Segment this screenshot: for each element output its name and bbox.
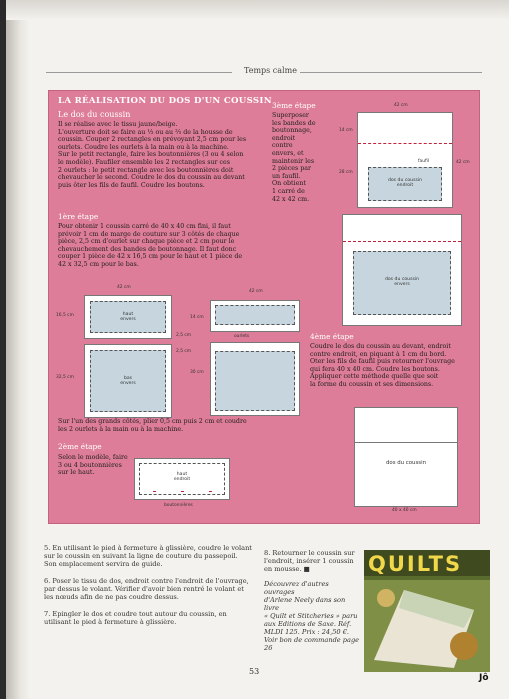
d4-label (369, 178, 441, 188)
d1-top-height: 16,5 cm (56, 313, 74, 318)
step3-line: endroit (272, 134, 296, 142)
running-title: Temps calme (244, 66, 297, 75)
intro-line: le modèle). Faufiler ensemble les 2 rectangles sur ces (58, 158, 231, 166)
bottom-step: 7. Epingler le dos et coudre tout autour du coussin, en utilisant le pied à fermeture à glissière. (44, 610, 227, 626)
d2-ourlets: ourlets (234, 334, 250, 339)
d3-label-line: haut (176, 472, 188, 477)
d2-bottom-inner (215, 351, 295, 411)
d4-left-top: 14 cm (339, 128, 353, 133)
d1-bottom-label-line: bas (123, 376, 133, 381)
step4-line: Coudre le dos du coussin au devant, endroit (310, 343, 451, 350)
bottom-col1 (44, 544, 252, 626)
page-spine (6, 0, 30, 699)
step1-line: couper 1 pièce de 42 x 16,5 cm pour le haut et 1 pièce de (58, 253, 243, 261)
d1-gap1: 2,5 cm (176, 333, 192, 338)
step4-line: Appliquer cette méthode quelle que soit (310, 373, 439, 381)
step3-line: 1 carré de (272, 187, 305, 195)
intro-line: ourlets. Coudre les ourlets à la main ou à la machine. (58, 143, 229, 151)
d1-bot-height: 32,5 cm (56, 375, 74, 380)
promo-line: aux Editions de Saxe. Réf. (264, 620, 352, 628)
d1-gap2: 2,5 cm (176, 349, 192, 354)
d1-bottom-label-line: envers (120, 381, 136, 386)
step1-line: pièce, 2,5 cm d'ourlet sur chaque pièce et 2 cm pour le (58, 238, 235, 246)
step1-line: chevauchement des bandes de boutonnage. Il faut donc (58, 245, 237, 253)
d6-overlap-line (355, 442, 457, 443)
bottom-step: 6. Poser le tissu de dos, endroit contre l'endroit de l'ouvrage, par dessus le volant. Vérifier d'avoir bien rentré le volant et les nœuds afin de ne pas coudre dessus. (44, 577, 249, 601)
intro-text (58, 121, 270, 189)
step3-text (272, 112, 342, 203)
step2-line: Selon le modèle, faire (58, 454, 128, 461)
step3-line: les bandes de (272, 119, 316, 127)
intro-line: puis ôter les fils de faufil. Coudre les boutons. (58, 181, 205, 189)
step1-text (58, 223, 272, 269)
step4-title: 4ème étape (310, 332, 354, 341)
d4-width-label: 42 cm (394, 103, 408, 108)
d2-top-piece (210, 300, 300, 332)
step4-text (310, 343, 475, 389)
bottom-step: 5. En utilisant le pied à fermeture à glissière, coudre le volant sur le coussin en suivant la ligne de couture du passepoil. Son emplacement servira de guide. (44, 544, 252, 568)
step4-line: contre endroit, en piquant à 1 cm du bord. (310, 350, 447, 358)
promo-line: « Quilt et Stitcheries » paru (264, 612, 358, 620)
intro-line: L'ouverture doit se faire au ⅓ ou au ⅔ de la housse de (58, 128, 233, 136)
step3-line: envers, et (272, 149, 304, 157)
step3-line: contre (272, 142, 293, 150)
d3-label-line: endroit (173, 477, 191, 482)
d3-label (140, 472, 224, 482)
d6-square (354, 407, 458, 507)
d4-label-line: dos du coussin (387, 178, 423, 183)
book-cover-image (364, 550, 490, 672)
d5-inner (353, 251, 451, 315)
d1-bottom-piece (84, 344, 172, 418)
step3-line: 42 x 42 cm. (272, 195, 310, 203)
d4-square (357, 112, 453, 208)
intro-line: coussin. Couper 2 rectangles en prévoyant 2,5 cm pour les (58, 136, 247, 144)
step1-title: 1ère étape (58, 212, 99, 221)
step1-line: Pour obtenir 1 coussin carré de 40 x 40 cm fini, il faut (58, 223, 231, 230)
d2-width-label: 42 cm (249, 289, 263, 294)
panel-subtitle: Le dos du coussin (58, 110, 131, 119)
step1-after-text (58, 418, 272, 433)
d5-square (342, 214, 462, 326)
d1-bottom-inner (90, 350, 166, 412)
page-top-edge (6, 0, 509, 20)
d1-width-label: 42 cm (117, 285, 131, 290)
step3-line: 2 pièces par (272, 165, 312, 173)
step3-line: maintenir les (272, 157, 315, 165)
buttonhole-mark (153, 491, 156, 492)
buttonhole-mark (209, 491, 212, 492)
d1-top-label-line: envers (120, 317, 136, 322)
d5-label-line: envers (394, 282, 410, 287)
step4-line: qui fera 40 x 40 cm. Coudre les boutons. (310, 365, 440, 373)
d4-faufil: faufil (418, 159, 430, 164)
d1-bottom-label (91, 376, 165, 386)
d3-caption: boutonnières (164, 503, 193, 508)
d1-top-label (91, 312, 165, 322)
step1-after-line: Sur l'un des grands côtés, plier 0,5 cm puis 2 cm et coudre (58, 418, 247, 425)
promo-line: Voir bon de commande page 26 (264, 636, 360, 652)
bottom-step8-line: l'endroit, insérer 1 coussin (264, 557, 354, 565)
promo-text (264, 580, 360, 652)
step4-line: Oter les fils de faufil puis retourner l'ouvrage (310, 358, 455, 366)
d1-top-label-line: haut (122, 312, 134, 317)
promo-line: d'Arlene Neely dans son livre (264, 596, 346, 612)
d2-bottom-piece (210, 342, 300, 416)
step4-line: la forme du coussin et ses dimensions. (310, 380, 434, 388)
step3-line: un faufil. (272, 172, 301, 180)
intro-line: Sur le petit rectangle, faire les boutonnières (3 ou 4 selon (58, 151, 244, 159)
step1-line: 42 x 32,5 cm pour le bas. (58, 260, 139, 268)
step1-after-line: les 2 ourlets à la main ou à la machine. (58, 425, 184, 433)
d4-inner (368, 167, 442, 201)
bottom-step8-line: en mousse. ■ (264, 565, 310, 573)
intro-line: 2 ourlets : le petit rectangle avec les boutonnières doit (58, 166, 234, 174)
d3-top-piece (134, 458, 230, 500)
step2-text (58, 454, 138, 477)
signature: Jô (479, 673, 489, 683)
promo-line: MLDI 125. Prix : 24,50 €. (264, 628, 349, 636)
step2-title: 2ème étape (58, 442, 102, 451)
d1-top-piece (84, 295, 172, 339)
d1-top-inner (90, 301, 166, 333)
header-rule-right (300, 72, 482, 73)
d2-top-inner (215, 305, 295, 325)
bottom-step8-line: 8. Retourner le coussin sur (264, 549, 355, 557)
d2-bottom-height: 30 cm (190, 370, 204, 375)
promo-line: Découvrez d'autres ouvrages (264, 580, 329, 596)
d2-top-height: 14 cm (190, 315, 204, 320)
step3-line: Superposer (272, 112, 309, 119)
page-number: 53 (249, 667, 260, 676)
step1-line: prévoir 1 cm de marge de couture sur 3 côtés de chaque (58, 230, 240, 238)
d5-baste-line (343, 241, 461, 242)
step3-line: On obtient (272, 180, 306, 188)
step3-title: 3ème étape (272, 101, 316, 110)
d4-right-height: 42 cm (456, 160, 470, 165)
intro-line: chevaucher le second. Coudre le dos du coussin au devant (58, 174, 245, 182)
d4-baste-line (358, 143, 452, 144)
bottom-col2 (264, 549, 360, 652)
d6-size: 40 x 40 cm (392, 508, 417, 513)
intro-line: Il se réalise avec le tissu jaune/beige. (58, 121, 178, 128)
d4-label-line: endroit (396, 183, 414, 188)
step2-line: 3 ou 4 boutonnières (58, 461, 122, 469)
book-title: QUILTS (368, 552, 463, 576)
step2-line: sur le haut. (58, 469, 95, 477)
d5-label-line: dos du coussin (384, 277, 420, 282)
step3-line: boutonnage, (272, 127, 312, 135)
d5-label (354, 277, 450, 287)
buttonhole-mark (181, 491, 184, 492)
d6-label: dos du coussin (385, 460, 426, 466)
header-rule-left (46, 72, 232, 73)
d4-left-bottom: 28 cm (339, 170, 353, 175)
panel-title: LA RÉALISATION DU DOS D'UN COUSSIN (58, 96, 272, 106)
spacer (264, 573, 360, 580)
